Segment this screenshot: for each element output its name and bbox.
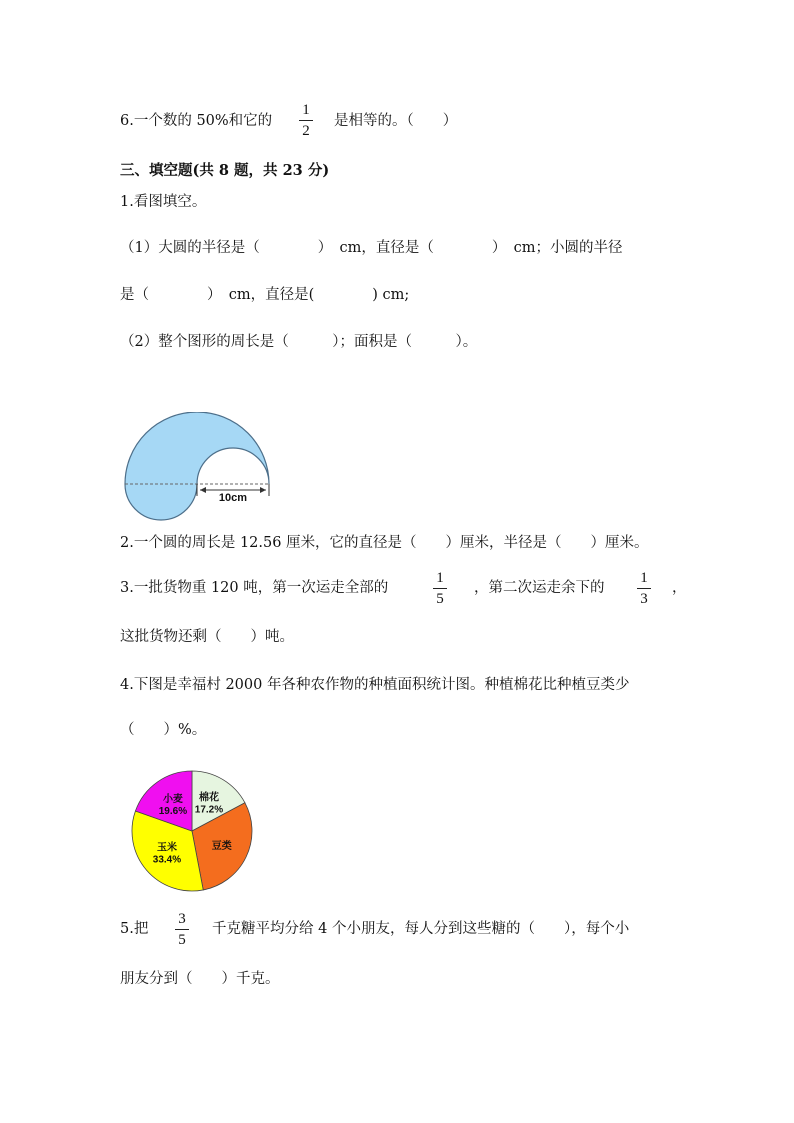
circle-figure [120, 412, 280, 522]
shaded-region [125, 412, 269, 520]
q6-fraction [298, 102, 314, 139]
pie-slice-name: 玉米 [156, 842, 177, 854]
pie-chart [127, 766, 257, 896]
pie-slice-percent: 17.2% [194, 804, 224, 816]
q6-text-after: 是相等的。（ ） [334, 113, 458, 129]
q5-line2: 朋友分到（ ）千克。 [120, 971, 280, 987]
q1-line1: （1）大圆的半径是（ ） cm，直径是（ ） cm；小圆的半径 [120, 240, 623, 256]
q3-text-before: 3.一批货物重 120 吨，第一次运走全部的 [120, 580, 389, 596]
q6-text-before: 6.一个数的 50%和它的 [120, 113, 273, 129]
fraction-numerator: 1 [302, 102, 310, 118]
q4-line1: 4.下图是幸福村 2000 年各种农作物的种植面积统计图。种植棉花比种植豆类少 [120, 677, 630, 693]
fraction-bar [433, 588, 447, 589]
fraction-denominator: 5 [178, 932, 186, 948]
q5-text-after: 千克糖平均分给 4 个小朋友，每人分到这些糖的（ ），每个小 [212, 921, 630, 937]
q3-fraction-1 [432, 570, 448, 607]
pie-slice-name: 小麦 [162, 794, 183, 806]
dimension-arrow-left [200, 487, 206, 493]
q3-text-after: ， [672, 580, 687, 596]
q5-text-before: 5.把 [120, 921, 149, 937]
fraction-numerator: 3 [178, 911, 186, 927]
pie-slice-name: 豆类 [211, 841, 232, 853]
pie-slice-name: 棉花 [198, 792, 219, 804]
fraction-numerator: 1 [640, 570, 648, 586]
q1-line2: 是（ ） cm，直径是( ) cm; [120, 287, 410, 303]
fraction-numerator: 1 [436, 570, 444, 586]
fraction-denominator: 3 [640, 591, 648, 607]
q3-line2: 这批货物还剩（ ）吨。 [120, 629, 294, 645]
q3-fraction-2 [636, 570, 652, 607]
pie-slice-percent: 19.6% [158, 806, 188, 818]
q5-fraction [174, 911, 190, 948]
q4-line2: （ ）%。 [120, 722, 207, 738]
pie-slice-percent: 33.4% [152, 854, 182, 866]
fraction-bar [637, 588, 651, 589]
fraction-bar [299, 120, 313, 121]
fraction-bar [175, 929, 189, 930]
section-heading: 三、填空题(共 8 题，共 23 分) [120, 162, 330, 179]
dimension-label: 10cm [218, 492, 248, 504]
q2-text: 2.一个圆的周长是 12.56 厘米，它的直径是（ ）厘米，半径是（ ）厘米。 [120, 535, 649, 551]
fraction-denominator: 2 [302, 123, 310, 139]
dimension-arrow-right [260, 487, 266, 493]
q1-line3: （2）整个图形的周长是（ ）；面积是（ ）。 [120, 334, 478, 350]
q3-text-middle: ，第二次运走余下的 [474, 580, 605, 596]
fraction-denominator: 5 [436, 591, 444, 607]
q1-intro: 1.看图填空。 [120, 194, 207, 210]
